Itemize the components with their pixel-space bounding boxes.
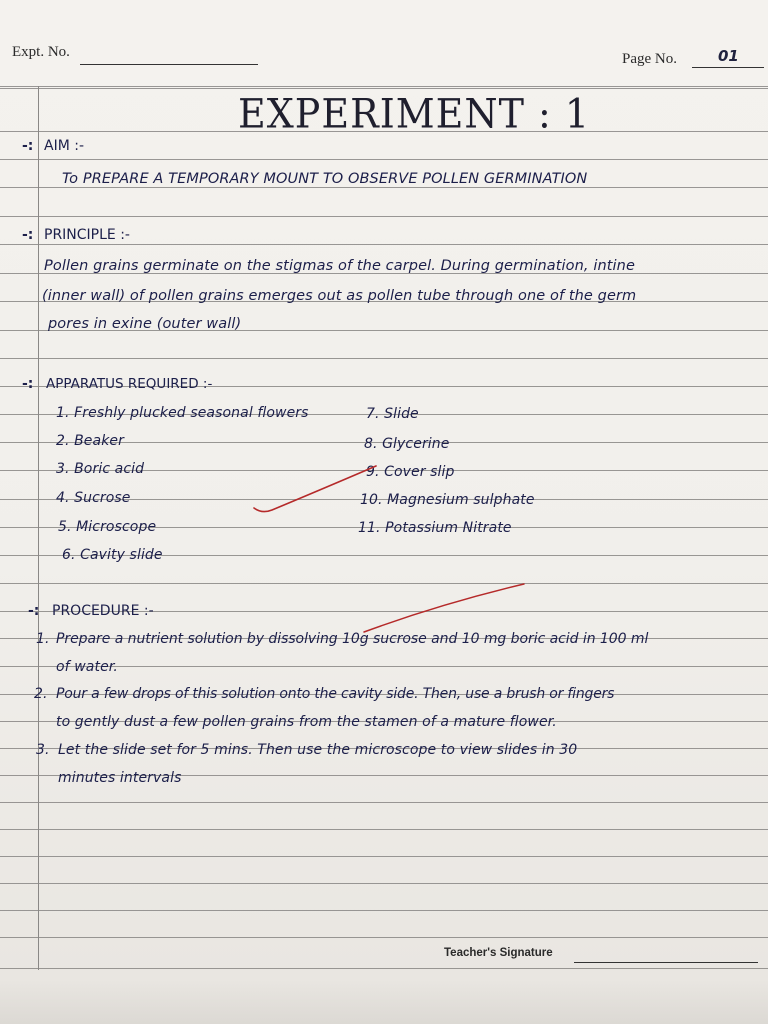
apparatus-item: 3. Boric acid	[56, 461, 145, 477]
rule-line	[0, 883, 768, 884]
aim-heading: AIM :-	[44, 138, 85, 154]
aim-text: To PREPARE A TEMPORARY MOUNT TO OBSERVE POLLEN GERMINATION	[62, 171, 588, 187]
margin-line	[38, 86, 39, 970]
apparatus-item: 9. Cover slip	[366, 464, 455, 480]
teacher-signature-blank	[574, 962, 758, 963]
section-bullet: -:	[22, 227, 34, 243]
apparatus-item: 8. Glycerine	[364, 436, 450, 452]
procedure-step-number: 3.	[36, 742, 50, 758]
rule-line	[0, 216, 768, 217]
rule-line	[0, 856, 768, 857]
expt-no-blank	[80, 64, 258, 65]
apparatus-item: 5. Microscope	[58, 519, 157, 535]
check-mark-icon	[250, 460, 380, 520]
rule-line	[0, 358, 768, 359]
rule-line	[0, 88, 768, 89]
page-no-label: Page No.	[622, 51, 677, 67]
expt-no-label: Expt. No.	[12, 44, 70, 60]
page-shadow	[0, 980, 768, 1024]
principle-line: pores in exine (outer wall)	[48, 316, 242, 332]
procedure-step-line: Pour a few drops of this solution onto the cavity side. Then, use a brush or fingers	[56, 686, 615, 702]
rule-line	[0, 86, 768, 87]
apparatus-item: 2. Beaker	[56, 433, 124, 449]
apparatus-item: 6. Cavity slide	[62, 547, 163, 563]
rule-line	[0, 829, 768, 830]
rule-line	[0, 937, 768, 938]
page-no-value: 01	[718, 47, 739, 65]
procedure-heading: PROCEDURE :-	[52, 603, 154, 619]
procedure-step-line: of water.	[56, 659, 118, 675]
principle-line: (inner wall) of pollen grains emerges out as pollen tube through one of the germ	[42, 288, 637, 304]
rule-line	[0, 968, 768, 969]
section-bullet: -:	[22, 138, 34, 154]
procedure-step-number: 2.	[34, 686, 48, 702]
check-mark-icon	[360, 580, 530, 640]
page-no-blank	[692, 67, 764, 68]
procedure-step-number: 1.	[36, 631, 50, 647]
procedure-step-line: minutes intervals	[58, 770, 182, 786]
experiment-title: EXPERIMENT : 1	[238, 90, 591, 138]
rule-line	[0, 910, 768, 911]
section-bullet: -:	[22, 376, 34, 392]
principle-line: Pollen grains germinate on the stigmas of the carpel. During germination, intine	[44, 258, 635, 274]
rule-line	[0, 244, 768, 245]
teacher-signature-label: Teacher's Signature	[444, 947, 553, 959]
apparatus-item: 7. Slide	[366, 406, 419, 422]
apparatus-item: 10. Magnesium sulphate	[360, 492, 535, 508]
procedure-step-line: Let the slide set for 5 mins. Then use the microscope to view slides in 30	[58, 742, 578, 758]
section-bullet: -:	[28, 603, 40, 619]
apparatus-item: 1. Freshly plucked seasonal flowers	[56, 405, 309, 421]
procedure-step-line: Prepare a nutrient solution by dissolving 10g sucrose and 10 mg boric acid in 100 ml	[56, 631, 649, 647]
rule-line	[0, 159, 768, 160]
apparatus-item: 11. Potassium Nitrate	[358, 520, 512, 536]
apparatus-item: 4. Sucrose	[56, 490, 131, 506]
principle-heading: PRINCIPLE :-	[44, 227, 130, 243]
apparatus-heading: APPARATUS REQUIRED :-	[46, 376, 213, 392]
procedure-step-line: to gently dust a few pollen grains from the stamen of a mature flower.	[56, 714, 557, 730]
rule-line	[0, 802, 768, 803]
rule-line	[0, 187, 768, 188]
